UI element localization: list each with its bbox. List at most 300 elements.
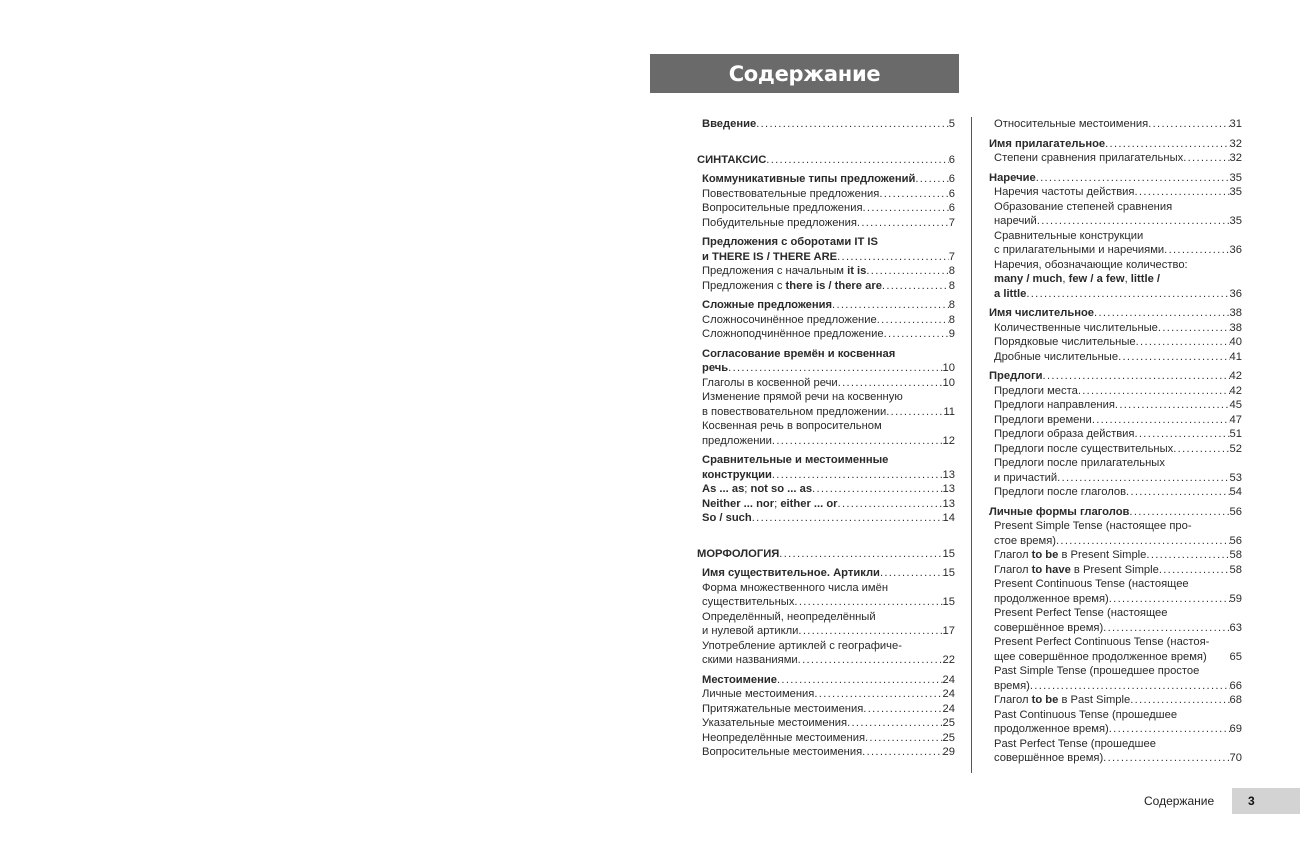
- toc-entry-title: [994, 259, 1188, 271]
- toc-text: Относительные местоимения: [994, 118, 1149, 130]
- toc-entry-title: [994, 607, 1168, 619]
- toc-entry-title: [994, 350, 1118, 365]
- toc-entry: [989, 427, 1242, 442]
- leader-dots: [798, 624, 942, 639]
- leader-dots: [728, 361, 942, 376]
- toc-text: продолженное время): [994, 723, 1109, 735]
- leader-dots: [1136, 335, 1230, 350]
- toc-text: Притяжательные местоимения: [702, 702, 864, 715]
- toc-entry: [697, 453, 955, 468]
- toc-entry: [697, 497, 955, 512]
- toc-entry: [989, 229, 1242, 244]
- column-divider: [971, 117, 972, 773]
- toc-page-number: 70: [1229, 752, 1242, 764]
- leader-dots: [1115, 398, 1230, 413]
- toc-entry: [989, 635, 1242, 650]
- toc-text: Past Simple Tense (прошедшее простое: [994, 665, 1200, 677]
- toc-entry-title: [994, 151, 1183, 166]
- toc-entry: [697, 376, 955, 391]
- toc-text: Имя числительное: [989, 307, 1095, 319]
- toc-text: Количественные числительные: [994, 321, 1158, 334]
- toc-right-column: [989, 117, 1242, 766]
- leader-dots: [1109, 722, 1230, 737]
- toc-entry: [989, 548, 1242, 563]
- toc-entry: [989, 306, 1242, 321]
- toc-page-number: 66: [1229, 679, 1242, 692]
- toc-text: предложении: [702, 434, 772, 447]
- toc-page-number: 32: [1229, 137, 1242, 150]
- leader-dots: [1164, 243, 1229, 258]
- leader-dots: [1056, 534, 1230, 549]
- toc-entry: [989, 335, 1242, 350]
- toc-text: скими названиями: [702, 654, 798, 666]
- toc-entry: [989, 722, 1242, 737]
- toc-entry-title: [994, 457, 1165, 469]
- toc-entry-title: [989, 306, 1094, 321]
- toc-text: little /: [1130, 273, 1161, 285]
- toc-text: Побудительные предложения: [702, 216, 857, 229]
- toc-text: в Past Simple: [1058, 694, 1131, 706]
- toc-entry-title: [702, 454, 888, 466]
- leader-dots: [812, 482, 942, 497]
- toc-entry: [989, 442, 1242, 457]
- toc-left-column: [697, 117, 955, 760]
- toc-entry-title: [994, 693, 1130, 708]
- toc-entry-title: [994, 273, 1160, 285]
- toc-entry-title: [702, 716, 847, 731]
- toc-entry: [989, 384, 1242, 399]
- toc-entry-title: [702, 745, 862, 760]
- leader-dots: [857, 216, 949, 231]
- toc-text: either ... or: [780, 497, 838, 510]
- toc-text: наречий: [994, 215, 1037, 227]
- toc-text: существительных: [702, 596, 795, 608]
- toc-text: Местоимение: [702, 673, 778, 686]
- toc-entry: [989, 664, 1242, 679]
- toc-entry-title: [994, 592, 1109, 607]
- toc-entry-title: [702, 376, 838, 391]
- toc-text: Предлоги после прилагательных: [994, 457, 1165, 469]
- toc-text: щее совершённое продолженное время): [994, 650, 1207, 663]
- toc-entry: [989, 151, 1242, 166]
- toc-entry: [989, 650, 1242, 665]
- leader-dots: [1148, 117, 1229, 132]
- toc-entry: [989, 563, 1242, 578]
- toc-text: продолженное время): [994, 592, 1109, 605]
- toc-text: Вопросительные предложения: [702, 202, 863, 214]
- leader-dots: [915, 172, 948, 187]
- toc-page-number: 63: [1229, 621, 1242, 634]
- toc-entry-title: [702, 497, 838, 512]
- toc-text: Предлоги: [989, 370, 1043, 382]
- toc-text: Предложения с начальным: [702, 265, 848, 277]
- toc-text: совершённое время): [994, 752, 1104, 764]
- toc-text: there is / there are: [785, 279, 882, 292]
- toc-text: it is: [847, 265, 867, 277]
- toc-entry-title: [697, 153, 766, 168]
- toc-entry: [989, 485, 1242, 500]
- toc-entry-title: [994, 185, 1134, 200]
- toc-page-number: 10: [942, 362, 955, 374]
- toc-entry-title: [994, 117, 1148, 132]
- toc-page-number: 47: [1229, 413, 1242, 426]
- toc-entry-title: [702, 702, 863, 717]
- toc-entry-title: [702, 434, 772, 449]
- leader-dots: [863, 201, 949, 216]
- toc-entry: [697, 595, 955, 610]
- toc-page-number: 32: [1229, 152, 1242, 164]
- leader-dots: [1057, 471, 1229, 486]
- toc-entry-title: [702, 511, 752, 526]
- toc-page-number: 13: [942, 468, 955, 481]
- leader-dots: [1134, 427, 1229, 442]
- toc-entry-title: [994, 427, 1134, 442]
- leader-dots: [1129, 505, 1229, 520]
- toc-entry: [697, 653, 955, 668]
- leader-dots: [1183, 151, 1229, 166]
- toc-entry: [989, 505, 1242, 520]
- toc-entry: [989, 272, 1242, 287]
- toc-text: Наречие: [989, 171, 1036, 184]
- toc-entry-title: [702, 582, 888, 594]
- leader-dots: [1043, 369, 1230, 384]
- toc-text: Сложносочинённое предложение: [702, 313, 877, 326]
- toc-entry: [697, 327, 955, 342]
- toc-text: not so ... as: [750, 483, 813, 495]
- leader-dots: [1118, 350, 1229, 365]
- leader-dots: [847, 716, 942, 731]
- toc-page-number: 15: [942, 567, 955, 579]
- toc-page-number: 58: [1229, 549, 1242, 561]
- toc-entry: [989, 413, 1242, 428]
- toc-text: Present Continuous Tense (настоящее: [994, 578, 1189, 590]
- toc-text: Наречия частоты действия: [994, 186, 1135, 198]
- toc-text: Изменение прямой речи на косвенную: [702, 391, 903, 403]
- leader-dots: [1037, 214, 1230, 229]
- toc-entry-title: [994, 534, 1056, 549]
- toc-text: Предлоги времени: [994, 413, 1092, 426]
- toc-entry-title: [702, 468, 772, 483]
- toc-entry-title: [994, 335, 1136, 350]
- toc-page-number: 5: [948, 118, 955, 130]
- toc-page-number: 7: [948, 216, 955, 229]
- toc-entry: [989, 577, 1242, 592]
- toc-entry: [697, 347, 955, 362]
- toc-text: few / a few: [1068, 273, 1125, 285]
- toc-entry: [989, 534, 1242, 549]
- toc-entry: [989, 200, 1242, 215]
- toc-page-number: 7: [948, 250, 955, 263]
- toc-entry: [697, 313, 955, 328]
- toc-page-number: 13: [942, 497, 955, 510]
- leader-dots: [1109, 592, 1230, 607]
- leader-dots: [880, 566, 943, 581]
- toc-entry-title: [994, 650, 1207, 665]
- toc-page-number: 8: [948, 265, 955, 277]
- toc-text: Глагол: [994, 563, 1032, 576]
- toc-text: Личные местоимения: [702, 688, 815, 700]
- toc-entry: [989, 214, 1242, 229]
- toc-entry: [989, 369, 1242, 384]
- toc-entry: [989, 708, 1242, 723]
- toc-entry: [697, 298, 955, 313]
- toc-page-number: 25: [942, 717, 955, 729]
- toc-entry-title: [702, 264, 866, 279]
- toc-text: в Present Simple: [1070, 563, 1159, 576]
- toc-entry-title: [989, 137, 1105, 152]
- toc-page-number: 58: [1229, 563, 1242, 576]
- toc-text: Present Simple Tense (настоящее про-: [994, 520, 1192, 532]
- toc-text: ;: [744, 483, 751, 495]
- toc-entry-title: [702, 624, 798, 639]
- toc-text: As ... as: [702, 483, 745, 495]
- toc-text: Повествовательные предложения: [702, 187, 880, 200]
- leader-dots: [1036, 171, 1230, 186]
- toc-text: Степени сравнения прилагательных: [994, 152, 1184, 164]
- toc-entry: [697, 468, 955, 483]
- toc-text: в повествовательном предложении: [702, 405, 887, 418]
- toc-text: Порядковые числительные: [994, 336, 1136, 348]
- leader-dots: [766, 153, 948, 168]
- leader-dots: [1026, 287, 1229, 302]
- toc-text: Дробные числительные: [994, 350, 1119, 363]
- toc-entry-title: [702, 187, 879, 202]
- toc-entry-title: [989, 505, 1129, 520]
- footer-section-label: Содержание: [1144, 794, 1215, 808]
- toc-page-number: 42: [1229, 384, 1242, 397]
- toc-text: to have: [1031, 563, 1071, 576]
- toc-entry-title: [994, 471, 1057, 486]
- toc-page-number: 9: [948, 328, 955, 340]
- page-number: 3: [1248, 794, 1255, 808]
- toc-entry-title: [994, 413, 1092, 428]
- leader-dots: [756, 117, 949, 132]
- toc-entry: [989, 693, 1242, 708]
- toc-page-number: 12: [942, 434, 955, 447]
- toc-page-number: 41: [1229, 350, 1242, 363]
- toc-page-number: 53: [1229, 471, 1242, 484]
- toc-page-number: 35: [1229, 171, 1242, 184]
- toc-text: Past Continuous Tense (прошедшее: [994, 708, 1178, 721]
- leader-dots: [1159, 563, 1230, 578]
- toc-text: ,: [1062, 273, 1069, 285]
- toc-entry-title: [994, 548, 1146, 563]
- toc-text: с прилагательными и наречиями: [994, 244, 1165, 256]
- toc-entry-title: [994, 243, 1164, 258]
- leader-dots: [882, 279, 949, 294]
- toc-page-number: 11: [943, 405, 955, 418]
- leader-dots: [798, 653, 943, 668]
- leader-dots: [1134, 185, 1229, 200]
- toc-text: Определённый, неопределённый: [702, 610, 876, 623]
- toc-text: Предлоги направления: [994, 399, 1115, 411]
- toc-page-number: 69: [1229, 723, 1242, 735]
- toc-text: Образование степеней сравнения: [994, 200, 1173, 213]
- toc-entry: [989, 751, 1242, 766]
- toc-page-number: 24: [942, 702, 955, 715]
- toc-entry: [989, 456, 1242, 471]
- toc-text: Личные формы глаголов: [989, 505, 1130, 518]
- leader-dots: [866, 264, 948, 279]
- toc-entry-title: [702, 313, 877, 328]
- toc-entry: [989, 185, 1242, 200]
- toc-page-number: 6: [948, 153, 955, 166]
- toc-text: Предлоги образа действия: [994, 428, 1135, 440]
- toc-text: ;: [774, 497, 781, 510]
- leader-dots: [772, 468, 943, 483]
- toc-entry: [697, 624, 955, 639]
- toc-page-number: 24: [942, 673, 955, 686]
- leader-dots: [1092, 413, 1230, 428]
- toc-page-number: 29: [942, 746, 955, 758]
- toc-entry-title: [702, 361, 728, 376]
- toc-entry-title: [994, 709, 1177, 721]
- toc-entry-title: [994, 636, 1209, 648]
- toc-text: и нулевой артикли: [702, 625, 799, 637]
- toc-text: Предложения с: [702, 279, 786, 292]
- toc-entry: [697, 390, 955, 405]
- toc-entry: [697, 250, 955, 265]
- toc-page-number: 45: [1229, 399, 1242, 411]
- leader-dots: [863, 702, 942, 717]
- toc-page-number: 36: [1229, 244, 1242, 256]
- toc-entry-title: [702, 611, 876, 623]
- toc-text: Неопределённые местоимения: [702, 731, 866, 744]
- toc-entry-title: [697, 547, 779, 562]
- toc-page-number: 15: [942, 547, 955, 560]
- toc-entry: [697, 361, 955, 376]
- leader-dots: [814, 687, 942, 702]
- toc-entry-title: [702, 566, 880, 581]
- toc-entry: [697, 547, 955, 562]
- toc-entry: [989, 321, 1242, 336]
- toc-entry-title: [702, 348, 895, 360]
- toc-page-number: 24: [942, 688, 955, 700]
- toc-text: Предлоги после существительных: [994, 442, 1174, 455]
- toc-page-number: 51: [1229, 428, 1242, 440]
- toc-entry-title: [994, 485, 1126, 500]
- toc-entry: [697, 279, 955, 294]
- toc-entry-title: [994, 665, 1199, 677]
- toc-page-number: 22: [942, 654, 955, 666]
- toc-entry-title: [702, 653, 798, 668]
- toc-entry: [697, 172, 955, 187]
- toc-text: Косвенная речь в вопросительном: [702, 420, 882, 432]
- toc-text: конструкции: [702, 468, 772, 481]
- toc-entry: [989, 350, 1242, 365]
- toc-page-number: 40: [1229, 336, 1242, 348]
- toc-entry-title: [994, 287, 1026, 302]
- toc-entry: [989, 737, 1242, 752]
- leader-dots: [1030, 679, 1230, 694]
- toc-entry-title: [702, 420, 882, 432]
- leader-dots: [879, 187, 948, 202]
- page-number-badge: [1232, 788, 1300, 814]
- toc-entry: [697, 117, 955, 132]
- toc-text: Предложения с оборотами IT IS: [702, 236, 879, 248]
- toc-page-number: 6: [948, 202, 955, 214]
- toc-entry-title: [994, 563, 1159, 578]
- toc-entry-title: [989, 171, 1036, 186]
- toc-text: to be: [1031, 694, 1059, 706]
- leader-dots: [1094, 306, 1230, 321]
- toc-entry: [989, 243, 1242, 258]
- toc-text: Имя существительное. Артикли: [702, 567, 880, 579]
- toc-entry-title: [994, 520, 1192, 532]
- toc-entry-title: [702, 595, 794, 610]
- toc-entry: [989, 171, 1242, 186]
- toc-entry-title: [702, 405, 886, 420]
- leader-dots: [1126, 485, 1230, 500]
- toc-page-number: 8: [948, 299, 955, 311]
- leader-dots: [832, 298, 949, 313]
- leader-dots: [1146, 548, 1229, 563]
- toc-entry: [697, 702, 955, 717]
- toc-entry: [989, 287, 1242, 302]
- toc-entry-title: [702, 172, 915, 187]
- toc-entry-title: [994, 442, 1173, 457]
- toc-entry: [697, 405, 955, 420]
- toc-entry-title: [994, 201, 1172, 213]
- toc-entry: [989, 592, 1242, 607]
- page-title: Содержание: [650, 54, 959, 93]
- toc-entry-title: [702, 298, 832, 313]
- toc-text: ,: [1124, 273, 1131, 285]
- toc-entry-title: [702, 673, 777, 688]
- leader-dots: [772, 434, 943, 449]
- toc-entry: [697, 639, 955, 654]
- toc-page-number: 15: [942, 596, 955, 608]
- toc-entry-title: [994, 722, 1109, 737]
- toc-entry-title: [994, 214, 1037, 229]
- toc-text: Согласование времён и косвенная: [702, 347, 896, 360]
- toc-text: Глагол: [994, 549, 1032, 561]
- leader-dots: [1103, 621, 1229, 636]
- toc-entry-title: [702, 482, 812, 497]
- toc-entry: [697, 201, 955, 216]
- leader-dots: [1173, 442, 1229, 457]
- toc-text: a little: [994, 287, 1027, 300]
- toc-entry-title: [994, 679, 1030, 694]
- toc-entry: [697, 745, 955, 760]
- toc-page-number: 14: [942, 512, 955, 524]
- toc-page-number: 17: [942, 625, 955, 637]
- toc-page-number: 35: [1229, 215, 1242, 227]
- toc-text: Введение: [702, 118, 757, 130]
- toc-page-number: 65: [1229, 650, 1242, 663]
- toc-page-number: 42: [1229, 370, 1242, 382]
- toc-page-number: 68: [1229, 694, 1242, 706]
- toc-text: So / such: [702, 512, 752, 524]
- toc-text: Сложные предложения: [702, 299, 833, 311]
- leader-dots: [794, 595, 942, 610]
- toc-entry: [697, 581, 955, 596]
- toc-entry-title: [994, 321, 1158, 336]
- toc-text: совершённое время): [994, 621, 1104, 634]
- toc-entry: [989, 258, 1242, 273]
- toc-text: речь: [702, 362, 729, 374]
- toc-page-number: 6: [948, 173, 955, 185]
- toc-text: время): [994, 679, 1030, 692]
- leader-dots: [838, 497, 943, 512]
- toc-entry: [697, 216, 955, 231]
- toc-page-number: 25: [942, 731, 955, 744]
- leader-dots: [1130, 693, 1229, 708]
- toc-entry-title: [994, 751, 1103, 766]
- toc-text: Указательные местоимения: [702, 717, 848, 729]
- toc-text: Предлоги места: [994, 384, 1078, 397]
- toc-entry: [989, 621, 1242, 636]
